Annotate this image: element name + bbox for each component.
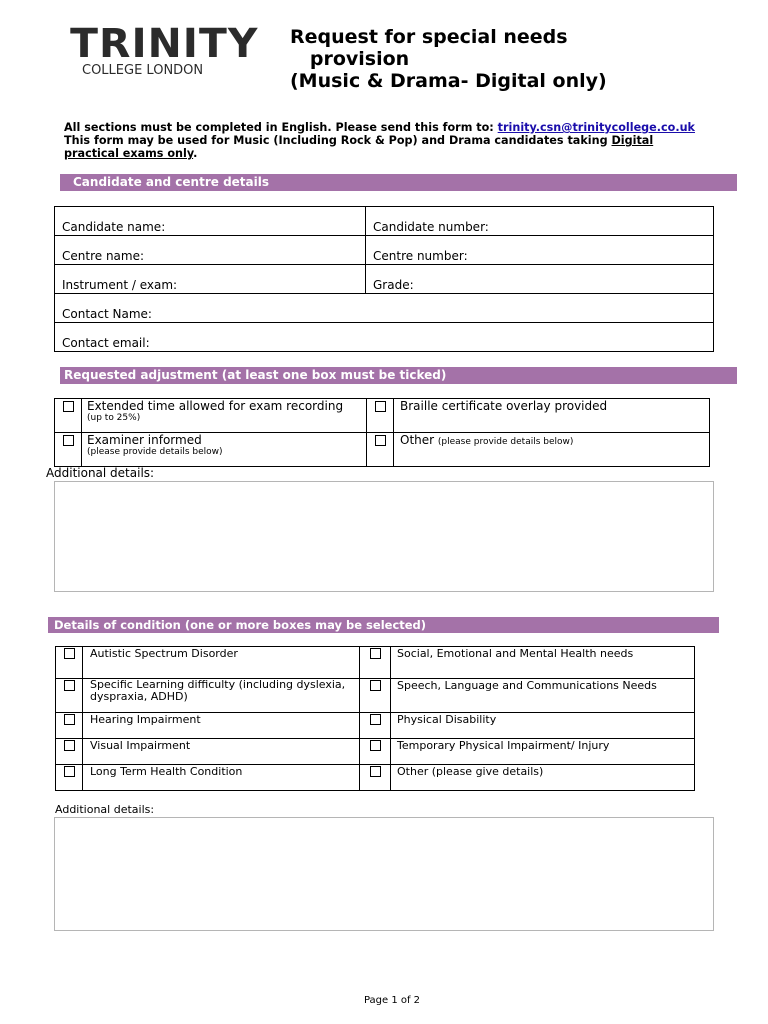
examiner-informed-checkbox[interactable] — [63, 435, 74, 446]
extended-time-note: (up to 25%) — [87, 413, 141, 423]
other-adjustment-label: Other — [400, 433, 438, 447]
condition-label-semh: Social, Emotional and Mental Health needs — [391, 647, 695, 679]
condition-checkbox-temporary[interactable] — [370, 740, 381, 751]
grade-field[interactable]: Grade: — [366, 265, 714, 294]
condition-label-longterm: Long Term Health Condition — [83, 765, 360, 791]
condition-checkbox-visual[interactable] — [64, 740, 75, 751]
logo-subtitle: COLLEGE LONDON — [82, 63, 204, 78]
additional-details-box-2[interactable] — [54, 817, 714, 931]
condition-checkbox-spld[interactable] — [64, 680, 75, 691]
section-bar-condition: Details of condition (one or more boxes may be selected) — [48, 617, 719, 633]
intro-line-1: All sections must be completed in English. Please send this form to: — [64, 121, 498, 134]
condition-checkbox-longterm[interactable] — [64, 766, 75, 777]
additional-details-box-1[interactable] — [54, 481, 714, 592]
contact-email-field[interactable]: Contact email: — [55, 323, 714, 352]
extended-time-label: Extended time allowed for exam recording — [87, 399, 344, 413]
intro-text — [64, 121, 754, 160]
instrument-field[interactable]: Instrument / exam: — [55, 265, 366, 294]
condition-table — [55, 646, 695, 791]
centre-number-field[interactable]: Centre number: — [366, 236, 714, 265]
condition-checkbox-hearing[interactable] — [64, 714, 75, 725]
examiner-informed-label: Examiner informed — [87, 433, 202, 447]
intro-underlined-practical: practical exams only — [64, 147, 194, 160]
condition-label-hearing: Hearing Impairment — [83, 713, 360, 739]
contact-name-field[interactable]: Contact Name: — [55, 294, 714, 323]
candidate-number-field[interactable]: Candidate number: — [366, 207, 714, 236]
page-title — [290, 26, 607, 92]
intro-line-3-suffix: . — [193, 147, 198, 160]
section-bar-adjustment: Requested adjustment (at least one box must be ticked) — [60, 367, 737, 384]
section-bar-candidate: Candidate and centre details — [60, 174, 737, 191]
other-adjustment-checkbox[interactable] — [375, 435, 386, 446]
condition-label-physical: Physical Disability — [391, 713, 695, 739]
candidate-name-field[interactable]: Candidate name: — [55, 207, 366, 236]
condition-checkbox-autism[interactable] — [64, 648, 75, 659]
condition-label-slcn: Speech, Language and Communications Needs — [391, 679, 695, 713]
logo-wordmark: TRINITY — [70, 21, 259, 67]
braille-label: Braille certificate overlay provided — [400, 399, 608, 413]
condition-label-autism: Autistic Spectrum Disorder — [83, 647, 360, 679]
title-line-3: (Music & Drama- Digital only) — [290, 70, 607, 92]
candidate-details-table — [54, 206, 714, 352]
braille-checkbox[interactable] — [375, 401, 386, 412]
page-number: Page 1 of 2 — [363, 995, 421, 1006]
intro-underlined-digital: Digital — [611, 134, 654, 147]
intro-line-2: This form may be used for Music (Including Rock & Pop) and Drama candidates taking — [64, 134, 612, 147]
condition-checkbox-semh[interactable] — [370, 648, 381, 659]
adjustment-table — [54, 398, 710, 467]
additional-details-label-1: Additional details: — [46, 466, 155, 480]
condition-checkbox-other[interactable] — [370, 766, 381, 777]
examiner-informed-note: (please provide details below) — [87, 447, 223, 457]
title-line-2: provision — [290, 48, 410, 70]
additional-details-label-2: Additional details: — [55, 803, 155, 816]
condition-checkbox-physical[interactable] — [370, 714, 381, 725]
condition-label-temporary: Temporary Physical Impairment/ Injury — [391, 739, 695, 765]
other-adjustment-note: (please provide details below) — [437, 437, 574, 447]
condition-label-other: Other (please give details) — [391, 765, 695, 791]
email-link[interactable]: trinity.csn@trinitycollege.co.uk — [497, 121, 695, 134]
extended-time-checkbox[interactable] — [63, 401, 74, 412]
title-line-1: Request for special needs — [290, 26, 568, 48]
condition-label-spld: Specific Learning difficulty (including dyslexia, dyspraxia, ADHD) — [83, 679, 360, 713]
condition-checkbox-slcn[interactable] — [370, 680, 381, 691]
condition-label-visual: Visual Impairment — [83, 739, 360, 765]
centre-name-field[interactable]: Centre name: — [55, 236, 366, 265]
